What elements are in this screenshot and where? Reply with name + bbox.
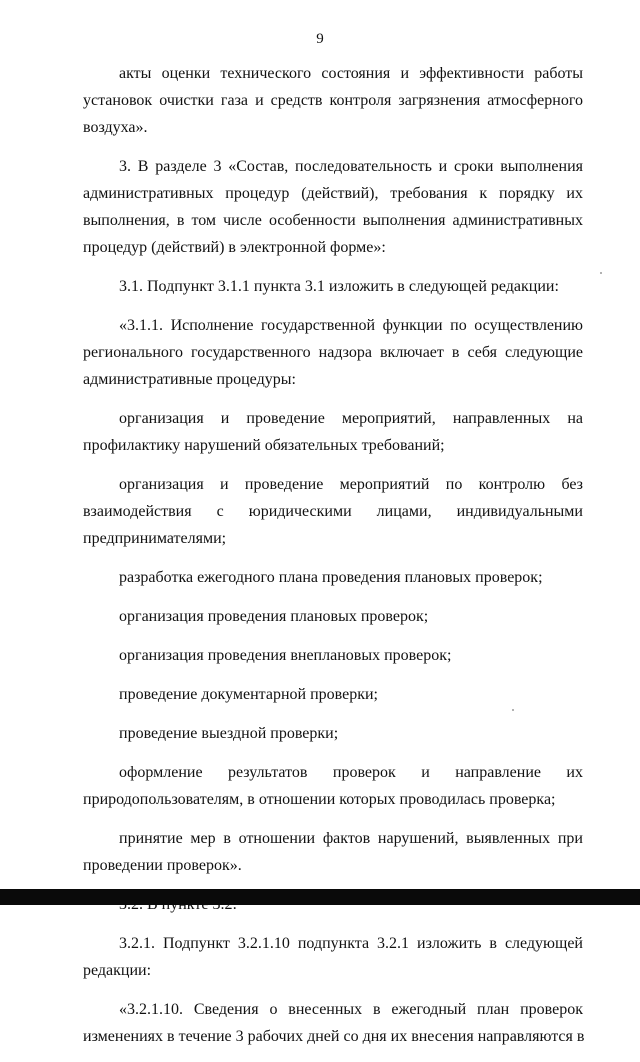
text-line: «3.1.1. Исполнение государственной функции по осуществлению: [119, 317, 583, 334]
paragraph: [83, 273, 583, 300]
text-line: организация проведения плановых проверок;: [119, 608, 429, 625]
document-body: [83, 60, 583, 1062]
paragraph: [83, 681, 583, 708]
paragraph: [83, 759, 583, 813]
text-line: 3. В разделе 3 «Состав, последовательность и сроки выполнения: [119, 158, 583, 175]
scan-speck: [600, 272, 602, 274]
text-line: оформление результатов проверок и направление их: [119, 764, 583, 781]
paragraph: [83, 564, 583, 591]
text-line: организация и проведение мероприятий по контролю без: [119, 476, 583, 493]
text-line: разработка ежегодного плана проведения плановых проверок;: [119, 569, 543, 586]
paragraph: [83, 930, 583, 984]
text-line: выполнения, в том числе особенности выполнения административных: [83, 212, 583, 229]
text-line: профилактику нарушений обязательных требований;: [83, 437, 445, 454]
paragraph: [83, 471, 583, 552]
text-line: проведение документарной проверки;: [119, 686, 378, 703]
text-line: организация и проведение мероприятий, направленных на: [119, 410, 583, 427]
text-line: регионального государственного надзора включает в себя следующие: [83, 344, 583, 361]
text-line: «3.2.1.10. Сведения о внесенных в ежегодный план проверок: [119, 1001, 583, 1018]
text-line: организация проведения внеплановых проверок;: [119, 647, 452, 664]
text-line: природопользователям, в отношении которых проводилась проверка;: [83, 791, 556, 808]
text-line: 3.1. Подпункт 3.1.1 пункта 3.1 изложить в следующей редакции:: [119, 278, 559, 295]
paragraph: [83, 405, 583, 459]
paragraph: [83, 996, 583, 1050]
text-line: воздуха».: [83, 119, 148, 136]
paragraph: [83, 720, 583, 747]
text-line: административные процедуры:: [83, 371, 296, 388]
page-number: 9: [316, 31, 324, 47]
paragraph: [83, 153, 583, 261]
text-line: взаимодействия с юридическими лицами, индивидуальными: [83, 503, 583, 520]
scan-edge-bar: [0, 889, 640, 905]
paragraph: [83, 312, 583, 393]
text-line: изменениях в течение 3 рабочих дней со дня их внесения направляются в: [83, 1028, 585, 1045]
text-line: редакции:: [83, 962, 152, 979]
text-line: проведении проверок».: [83, 857, 242, 874]
paragraph: [83, 642, 583, 669]
text-line: проведение выездной проверки;: [119, 725, 339, 742]
paragraph: [83, 603, 583, 630]
text-line: установок очистки газа и средств контроля загрязнения атмосферного: [83, 92, 583, 109]
text-line: акты оценки технического состояния и эффективности работы: [119, 65, 583, 82]
scan-speck: [512, 709, 514, 711]
text-line: 3.2.1. Подпункт 3.2.1.10 подпункта 3.2.1 изложить в следующей: [119, 935, 583, 952]
text-line: принятие мер в отношении фактов нарушений, выявленных при: [119, 830, 583, 847]
paragraph: [83, 825, 583, 879]
text-line: административных процедур (действий), требования к порядку их: [83, 185, 583, 202]
text-line: предпринимателями;: [83, 530, 227, 547]
paragraph: [83, 60, 583, 141]
text-line: процедур (действий) в электронной форме»:: [83, 239, 386, 256]
